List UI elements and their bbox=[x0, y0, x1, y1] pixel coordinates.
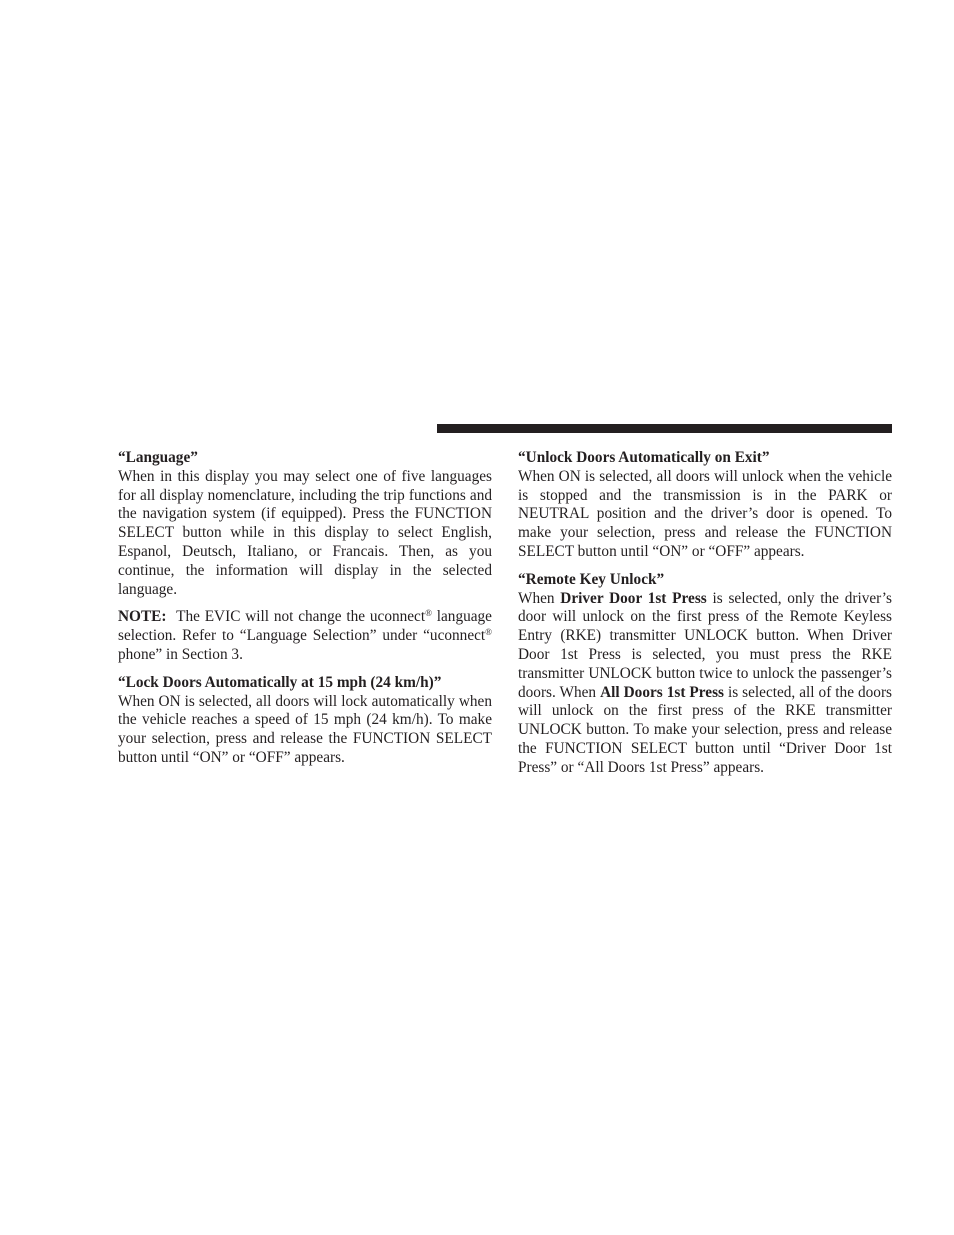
left-column bbox=[118, 449, 492, 768]
remote-bold-2: All Doors 1st Press bbox=[600, 683, 724, 701]
registered-mark: ® bbox=[425, 608, 432, 619]
remote-text-1: When bbox=[518, 589, 561, 607]
note-text-1: The EVIC will not change the uconnect bbox=[176, 608, 426, 626]
remote-bold-1: Driver Door 1st Press bbox=[560, 589, 707, 607]
unlock-body: When ON is selected, all doors will unlock when the vehicle is stopped and the transmission is in the PARK or NEUTRAL position and the driver’s door is opened. To make your selection, press and release the FUNCTION SELECT button until “ON” or “OFF” appears. bbox=[518, 467, 892, 560]
note-text-3: phone” in Section 3. bbox=[118, 645, 243, 663]
remote-text-2: is selected, only the driver’s door will unlock on the first press of the Remote Keyless Entry (RKE) transmitter UNLOCK button. When Driver Door 1st Press is selected, you must press the RKE transmitter UNLOCK button twice to unlock the passenger’s doors. When bbox=[518, 589, 892, 701]
language-body: When in this display you may select one of five languages for all display nomenclature, including the trip functions and the navigation system (if equipped). Press the FUNCTION SELECT button while in this display to select English, Espanol, Deutsch, Italiano, or Francais. Then, as you continue, the information will display in the selected language. bbox=[118, 467, 492, 598]
lock-heading: “Lock Doors Automatically at 15 mph (24 km/h)” bbox=[118, 673, 442, 691]
note-paragraph bbox=[118, 608, 492, 664]
lock-body: When ON is selected, all doors will lock automatically when the vehicle reaches a speed of 15 mph (24 km/h). To make your selection, press and release the FUNCTION SELECT button until “ON” or “OFF” appears. bbox=[118, 692, 492, 766]
unlock-heading: “Unlock Doors Automatically on Exit” bbox=[518, 449, 770, 466]
right-column bbox=[518, 449, 892, 778]
note-label: NOTE: bbox=[118, 608, 167, 626]
remote-body bbox=[518, 590, 892, 778]
language-heading: “Language” bbox=[118, 449, 198, 466]
remote-heading: “Remote Key Unlock” bbox=[518, 570, 665, 588]
note-text-2: language selection. Refer to “Language Selection” under “uconnect bbox=[118, 608, 492, 645]
registered-mark: ® bbox=[485, 627, 492, 638]
section-rule bbox=[437, 424, 892, 433]
remote-text-3: is selected, all of the doors will unlock on the first press of the RKE transmitter UNLOCK button. To make your selection, press and release the FUNCTION SELECT button until “Driver Door 1st Press” or “All Doors 1st Press” appears. bbox=[518, 683, 892, 776]
